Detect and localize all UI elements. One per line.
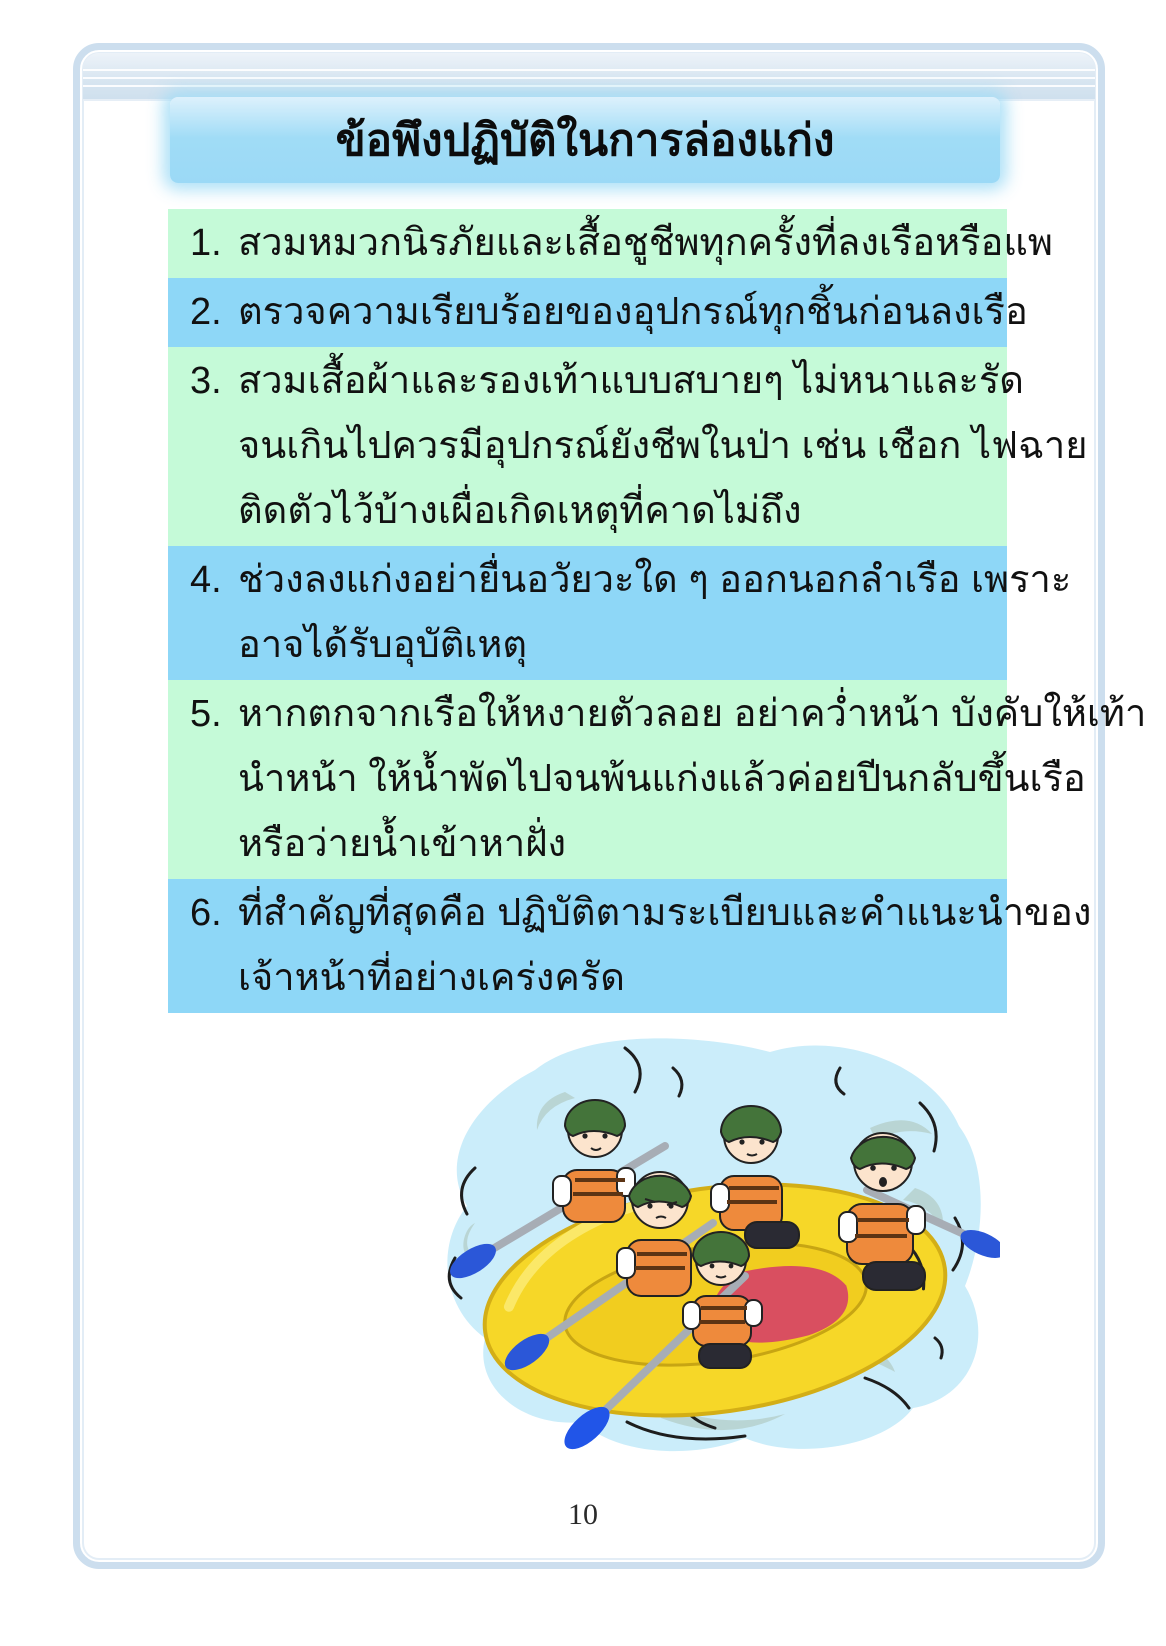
item-line: หากตกจากเรือให้หงายตัวลอย อย่าคว่ำหน้า บังคับให้เท้า bbox=[238, 693, 1147, 735]
frame-top-band bbox=[83, 53, 1095, 101]
list-item-5 bbox=[168, 680, 1147, 879]
item-line: จนเกินไปควรมีอุปกรณ์ยังชีพในป่า เช่น เชือก ไฟฉาย bbox=[238, 425, 1088, 467]
item-line: ติดตัวไว้บ้างเผื่อเกิดเหตุที่คาดไม่ถึง bbox=[238, 490, 802, 532]
list-item-1 bbox=[168, 209, 1053, 278]
item-line: ตรวจความเรียบร้อยของอุปกรณ์ทุกชิ้นก่อนลงเรือ bbox=[238, 291, 1028, 333]
item-text bbox=[238, 881, 1097, 1011]
item-text bbox=[238, 349, 1093, 544]
item-text bbox=[238, 682, 1152, 877]
item-number: 1. bbox=[190, 222, 222, 264]
item-line: ช่วงลงแก่งอย่ายื่นอวัยวะใด ๆ ออกนอกลำเรือ เพราะ bbox=[238, 559, 1072, 601]
item-line: นำหน้า ให้น้ำพัดไปจนพ้นแก่งแล้วค่อยปีนกลับขึ้นเรือ bbox=[238, 758, 1086, 800]
item-line: หรือว่ายน้ำเข้าหาฝั่ง bbox=[238, 823, 567, 865]
item-text bbox=[238, 211, 1059, 276]
list-item-3 bbox=[168, 347, 1088, 546]
item-number: 5. bbox=[190, 693, 222, 735]
page-number: 10 bbox=[568, 1498, 598, 1531]
item-text bbox=[238, 548, 1077, 678]
list-item-2 bbox=[168, 278, 1028, 347]
item-line: อาจได้รับอุบัติเหตุ bbox=[238, 624, 528, 666]
item-line: เจ้าหน้าที่อย่างเคร่งครัด bbox=[238, 957, 625, 999]
item-line: สวมหมวกนิรภัยและเสื้อชูชีพทุกครั้งที่ลงเรือหรือแพ bbox=[238, 222, 1053, 264]
item-line: สวมเสื้อผ้าและรองเท้าแบบสบายๆ ไม่หนาและรัด bbox=[238, 360, 1024, 402]
item-line: ที่สำคัญที่สุดคือ ปฏิบัติตามระเบียบและคำแนะนำของ bbox=[238, 892, 1092, 934]
rafting-illustration bbox=[415, 1008, 1000, 1460]
list-item-4 bbox=[168, 546, 1072, 680]
item-number: 3. bbox=[190, 360, 222, 402]
guidelines-list bbox=[168, 209, 1147, 1013]
page-title: ข้อพึงปฏิบัติในการล่องแก่ง bbox=[335, 116, 835, 165]
item-number: 2. bbox=[190, 291, 222, 333]
item-number: 4. bbox=[190, 559, 222, 601]
list-item-6 bbox=[168, 879, 1092, 1013]
title-banner bbox=[170, 97, 1000, 183]
item-text bbox=[238, 280, 1034, 345]
frame-band-lines bbox=[83, 69, 1095, 93]
item-number: 6. bbox=[190, 892, 222, 934]
